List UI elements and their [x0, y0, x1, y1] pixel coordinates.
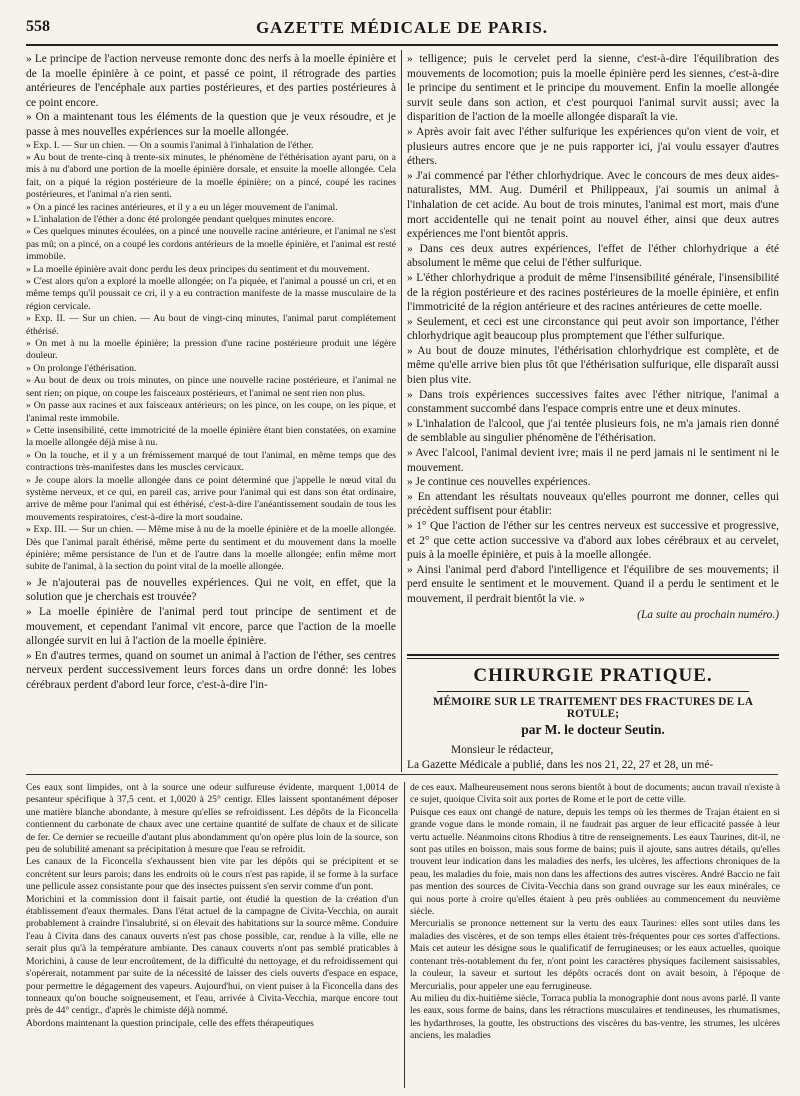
page-header [26, 18, 778, 44]
section-title-rule [407, 654, 779, 659]
experiment-paragraph: » Ces quelques minutes écoulées, on a pincé une nouvelle racine antérieure, et l'animal ne s'est pas mû; on a pincé, on a coupé les cordons antérieurs de la moelle épinière, et l'animal est resté immobile. [26, 226, 396, 263]
page-number: 558 [26, 18, 50, 35]
column-divider-bottom [404, 782, 405, 1088]
experiment-paragraph: » On met à nu la moelle épinière; la pression d'une racine postérieure produit une légère douleur. [26, 338, 396, 362]
continuation-note: (La suite au prochain numéro.) [637, 608, 779, 621]
feuilleton-column-left [26, 782, 398, 1092]
paragraph: » Dans trois expériences successives faites avec l'éther nitrique, l'animal a constamment succombé dans l'espace compris entre une et deux minutes. [407, 388, 779, 416]
paragraph: » Dans ces deux autres expériences, l'effet de l'éther chlorhydrique a été absolument le même que celui de l'éther sulfurique. [407, 242, 779, 270]
experiment-paragraph: » Exp. II. — Sur un chien. — Au bout de vingt-cinq minutes, l'animal parut complétement éthérisé. [26, 313, 396, 337]
paragraph: » J'ai commencé par l'éther chlorhydrique. Avec le concours de mes deux aides-naturalistes, MM. Aug. Duméril et Philippeaux, j'ai soumis un animal à l'inhalation de cet acide. Au bout de trois minutes, l'animal est mort, mais d'une mort accidentelle qui ne tenait point au nouvel éther, ainsi que deux autres expériences me l'ont bientôt appris. [407, 169, 779, 241]
paragraph: » On a maintenant tous les éléments de la question que je veux résoudre, et je passe à mes nouvelles expériences sur la moelle allongée. [26, 111, 396, 138]
section-title: CHIRURGIE PRATIQUE. [473, 665, 713, 686]
letter-salutation: Monsieur le rédacteur, [451, 744, 554, 756]
paragraph: Au milieu du dix-huitième siècle, Torraca publia la monographie dont nous avons parlé. Il vante les eaux, sous forme de bains, dans les rétractions musculaires et tendineuses, les rhumatismes, les hydarthroses, la goutte, les obstructions des viscères du bas-ventre, les strumes, les ulcères anciens, les maladies [410, 992, 780, 1042]
paragraph: » En attendant les résultats nouveaux qu'elles pourront me donner, celles qui précèdent suffisent pour établir: [407, 490, 779, 518]
paragraph: » La moelle épinière de l'animal perd tout principe de sentiment et de mouvement, et cependant l'animal vit encore, parce que l'action de la moelle allongée survit en lui à l'action de la moelle épinière. [26, 605, 396, 648]
experiment-paragraph: » Cette insensibilité, cette immotricité de la moelle épinière étant bien constatées, on examine la moelle allongée déjà mise à nu. [26, 424, 396, 449]
section-divider-rule [26, 774, 778, 775]
paragraph: Mercurialis se prononce nettement sur la vertu des eaux Taurines: elles sont utiles dans les maladies des viscères, et de son temps elles étaient très-fréquentes pour ces sortes d'affections. Mais cet auteur les désigne sous le qualificatif de ferrugineuses; or les eaux actuelles, quoique contenant très-notablement du fer, n'ont point les caractères physiques facilement saisissables, la couleur, la saveur et surtout les dépôts ocracés dont on avait besoin, à l'époque de Mercurialis, pour appeler une eau ferrugineuse. [410, 918, 780, 992]
article-column-right [407, 52, 779, 652]
experiment-paragraph: » C'est alors qu'on a exploré la moelle allongée; on l'a piquée, et l'animal a poussé un cri, et en même temps qu'il poussait ce cri, il y a eu contraction manifeste de la masse musculaire de la région cervicale. [26, 276, 396, 312]
paragraph: de ces eaux. Malheureusement nous serons bientôt à bout de documents; aucun travail n'existe à ce sujet, quoique Civita soit aux portes de Rome et le port de cette ville. [410, 782, 780, 806]
paragraph: Ces eaux sont limpides, ont à la source une odeur sulfureuse évidente, marquent 1,0014 de pesanteur spécifique à 37,5 cent. et 1,0020 à 25° centigr. Elles laissent spontanément déposer une matière blanche abondante, à mesure qu'elles se refroidissent. Les dépôts de la Ficoncella contiennent du carbonate de chaux avec une certaine quantité de sulfate de chaux et de silicate de fer. Ce dernier se recueille d'autant plus abondamment qu'on opère plus loin de la source, son peu de solubilité amenant sa précipitation à mesure que l'eau se refroidit. [26, 782, 398, 856]
experiment-paragraph: » Au bout de deux ou trois minutes, on pince une nouvelle racine postérieure, et l'animal ne sent rien; on pique, on coupe les faisceaux postérieurs, et l'animal ne sent rien non plus. [26, 375, 396, 399]
experiment-paragraph: » Exp. III. — Sur un chien. — Même mise à nu de la moelle épinière et de la moelle allongée. Dès que l'animal paraît éthérisé, même perte du sentiment et du mouvement dans la moelle épinière; même persistance de l'un et de l'autre dans la moelle allongée; enfin même mort subite de l'animal, à la section du point vital de la moelle allongée. [26, 524, 396, 573]
memoir-author: par M. le docteur Seutin. [521, 722, 665, 737]
paragraph: Les canaux de la Ficoncella s'exhaussent bien vite par les dépôts qui se précipitent et se concrètent sur leurs parois; dans les endroits où le cours n'est pas rapide, il se forme à la surface une pellicule assez consistante pour que des insectes puissent s'en servir comme d'un pont. [26, 856, 398, 893]
paragraph: » Au bout de douze minutes, l'éthérisation chlorhydrique est complète, et de même qu'elle arrive bien plus tôt que l'éthérisation sulfurique, elle disparaît aussi bien plus vite. [407, 344, 779, 387]
paragraph: » L'inhalation de l'alcool, que j'ai tentée plusieurs fois, ne m'a jamais rien donné de semblable au singulier phénomène de l'éthérisation. [407, 417, 779, 445]
experiment-paragraph: » La moelle épinière avait donc perdu les deux principes du sentiment et du mouvement. [26, 263, 370, 275]
paragraph: » Avec l'alcool, l'animal devient ivre; mais il ne perd jamais ni le sentiment ni le mouvement. [407, 447, 779, 474]
experiment-paragraph: » On passe aux racines et aux faisceaux antérieurs; on les pince, on les coupe, on les pique, et l'animal reste immobile. [26, 400, 396, 424]
paragraph: » telligence; puis le cervelet perd la sienne, c'est-à-dire l'équilibration des mouvements de locomotion; puis la moelle épinière perd les siennes, c'est-à-dire le principe du sentiment et le principe du mouvement. Enfin la moelle allongée survit seule dans son action, et c'est pourquoi l'animal survit aussi; avec la disparition de l'action de la moelle allongée disparaît la vie. [407, 53, 779, 124]
paragraph: » En d'autres termes, quand on soumet un animal à l'action de l'éther, ses centres nerveux perdent successivement leurs forces dans un ordre donné: les lobes cérébraux perdent d'abord leur force, c'est-à-dire l'in- [26, 649, 396, 691]
section-subrule [437, 691, 749, 692]
article-column-left [26, 52, 396, 770]
paragraph: » Je continue ces nouvelles expériences. [407, 476, 591, 489]
experiment-paragraph: » Exp. I. — Sur un chien. — On a soumis l'animal à l'inhalation de l'éther. [26, 139, 314, 151]
paragraph: » Après avoir fait avec l'éther sulfurique les expériences qu'on vient de voir, et plusieurs autres encore que je ne puis rapporter ici, j'ai voulu essayer d'autres éthers. [407, 125, 779, 168]
paragraph: » Le principe de l'action nerveuse remonte donc des nerfs à la moelle épinière et de la moelle épinière à ce point, et passé ce point, il rétrograde des parties antérieures de l'encéphale aux parties postérieures, et des parties postérieures à ce point encore. [26, 53, 396, 109]
letter-opening: La Gazette Médicale a publié, dans les nos 21, 22, 27 et 28, un mé- [407, 759, 714, 771]
experiment-paragraph: » Au bout de trente-cinq à trente-six minutes, le phénomène de l'éthérisation ayant paru, on a mis à nu d'abord une portion de la moelle épinière dorsale, et ensuite la moelle allongée. Cela fait, on a piqué la région postérieure de la moelle épinière; on a pincé, coupé les racines postérieures, et l'animal n'a rien senti. [26, 151, 396, 201]
header-rule [26, 44, 778, 46]
column-divider-top [401, 50, 402, 772]
experiment-paragraph: » Je coupe alors la moelle allongée dans ce point déterminé que j'appelle le nœud vital du système nerveux, et ce qui, en pareil cas, arrive pour l'animal qui est dans son état ordinaire, arrive de même pour l'animal qui est éthérisé, c'est-à-dire l'anéantissement soudain de tous les mouvements respiratoires, c'est-à-dire la mort soudaine. [26, 474, 396, 523]
paragraph: Puisque ces eaux ont changé de nature, depuis les temps où les thermes de Trajan étaient en si grande vogue dans le monde romain, il ne faudrait pas arguer de leur efficacité passée à leur vertu actuelle. Néanmoins citons Rhodius à titre de renseignements. Les eaux Taurines, dit-il, ne sont pas utiles en boisson, mais sous forme de bains; puis il ajoute, sans autres détails, qu'elles trouvent leur indication dans les maladies des nerfs, les ulcères, les affections chroniques de la peau, les maladies du foie, mais non dans les affections des autres viscères. André Baccio ne fait pas mention des sources de Civita-Vecchia dans son grand ouvrage sur les eaux minérales, ce qui nous porte à croire qu'elles étaient à peu près oubliées au commencement du neuvième siècle. [410, 806, 780, 918]
paragraph: » 1° Que l'action de l'éther sur les centres nerveux est successive et progressive, et 2° que cette action successive va d'abord aux lobes cérébraux et au cervelet, puis à la moelle épinière, et puis à la moelle allongée. [407, 520, 779, 562]
experiment-paragraph: » On prolonge l'éthérisation. [26, 362, 137, 374]
paragraph: Morichini et la commission dont il faisait partie, ont étudié la question de la création d'un établissement d'eaux thermales. Dans l'état actuel de la campagne de Civita-Vecchia, on aurait probablement à craindre l'insalubrité, si on élevait des habitations sur la source même. Conduire l'eau à Civita dans des canaux ouverts n'est pas chose possible, car, rendue à la ville, elle ne serait plus qu'à la température ambiante. Des canaux couverts n'ont pas semblé praticables à Morichini, à cause de leur encroûtement, de la difficulté du nettoyage, et du refroidissement qui s'opérerait, notamment par suite de la nécessité de laisser des ciels ouverts d'espace en espace, pour permettre le dégagement des vapeurs. Aujourd'hui, on vient puiser à la Ficoncella dans des tonneaux qu'on bouche soigneusement, et l'eau, arrivée à Civita-Vecchia, marque encore tout près de 44° centigr., d'après le chimiste déjà nommé. [26, 893, 398, 1017]
journal-title: GAZETTE MÉDICALE DE PARIS. [255, 18, 549, 37]
section-chirurgie [407, 654, 779, 774]
paragraph: Abordons maintenant la question principale, celle des effets thérapeutiques [26, 1017, 314, 1029]
feuilleton-column-right [410, 782, 780, 1092]
paragraph: » Seulement, et ceci est une circonstance qui peut avoir son importance, l'éther chlorhydrique agit beaucoup plus promptement que l'éther sulfurique. [407, 315, 779, 343]
memoir-title: MÉMOIRE SUR LE TRAITEMENT DES FRACTURES DE LA ROTULE; [432, 696, 754, 720]
paragraph: » Je n'ajouterai pas de nouvelles expériences. Qui ne voit, en effet, que la solution que je cherchais est trouvée? [26, 576, 396, 604]
experiment-paragraph: » On a pincé les racines antérieures, et il y a eu un léger mouvement de l'animal. [26, 201, 338, 213]
paragraph: » L'éther chlorhydrique a produit de même l'insensibilité générale, l'insensibilité de la région postérieure et des racines postérieures de la moelle épinière, et enfin l'immotricité de la région antérieure et des racines antérieures de cette moelle. [407, 271, 779, 314]
experiment-paragraph: » L'inhalation de l'éther a donc été prolongée pendant quelques minutes encore. [26, 214, 334, 225]
paragraph: » Ainsi l'animal perd d'abord l'intelligence et l'équilibre de ses mouvements; il perd ensuite le sentiment et le mouvement. Quand il a perdu le sentiment et le mouvement, il perdrait bientôt la vie. » [407, 563, 779, 605]
experiment-paragraph: » On la touche, et il y a un frémissement marqué de tout l'animal, en même temps que des contractions très-manifestes dans les muscles cervicaux. [26, 449, 396, 474]
